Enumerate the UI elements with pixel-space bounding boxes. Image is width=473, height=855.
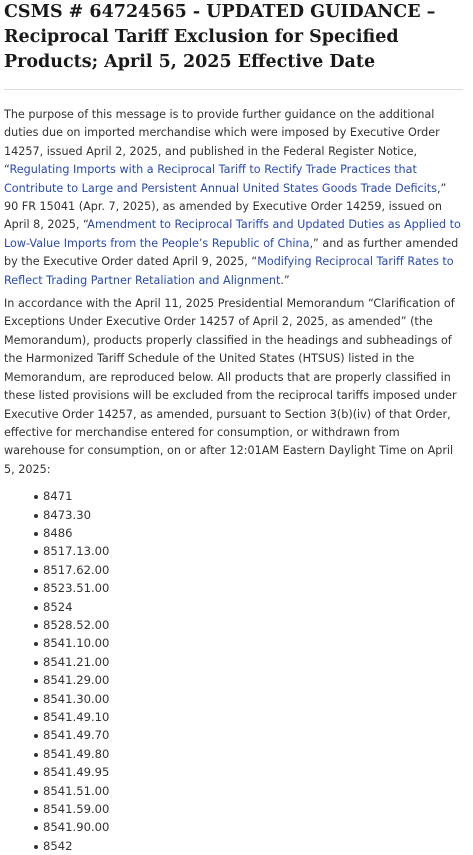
list-item: 8471 <box>34 487 463 505</box>
list-item: 8541.90.00 <box>34 818 463 836</box>
list-item: 8528.52.00 <box>34 616 463 634</box>
link-amendment-reciprocal-tariffs[interactable]: Amendment to Reciprocal Tariffs and Updated Duties as Applied to Low-Value Imports from the People’s Republic of China <box>4 218 461 250</box>
intro-text-3: ,” and as further amended by the Executive Order dated April 9, 2025, “ <box>4 236 459 269</box>
list-item: 8541.49.10 <box>34 708 463 726</box>
list-item: 8541.29.00 <box>34 671 463 689</box>
list-item: 8541.49.80 <box>34 745 463 763</box>
intro-text-4: .” <box>280 273 290 287</box>
list-item: 8541.30.00 <box>34 690 463 708</box>
list-item: 8542 <box>34 837 463 855</box>
link-regulating-imports[interactable]: Regulating Imports with a Reciprocal Tariff to Rectify Trade Practices that Contribute to Large and Persistent Annual United States Goods Trade Deficits <box>4 163 437 195</box>
list-item: 8541.51.00 <box>34 782 463 800</box>
list-item: 8486 <box>34 524 463 542</box>
htsus-code-list <box>4 487 463 855</box>
list-item: 8541.49.95 <box>34 763 463 781</box>
intro-paragraph <box>4 106 463 290</box>
link-modifying-reciprocal-tariff-rates[interactable]: Modifying Reciprocal Tariff Rates to Reflect Trading Partner Retaliation and Alignment <box>4 255 454 287</box>
list-item: 8473.30 <box>34 506 463 524</box>
list-item: 8541.59.00 <box>34 800 463 818</box>
list-item: 8541.21.00 <box>34 653 463 671</box>
list-item: 8541.10.00 <box>34 634 463 652</box>
page-title: CSMS # 64724565 - UPDATED GUIDANCE – Reciprocal Tariff Exclusion for Specified Products; April 5, 2025 Effective Date <box>4 2 436 72</box>
list-item: 8517.13.00 <box>34 542 463 560</box>
list-item: 8524 <box>34 598 463 616</box>
memorandum-paragraph: In accordance with the April 11, 2025 Presidential Memorandum “Clarification of Exceptions Under Executive Order 14257 of April 2, 2025, as amended” (the Memorandum), products properly classified in the headings and subheadings of the Harmonized Tariff Schedule of the United States (HTSUS) listed in the Memorandum, are reproduced below. All products that are properly classified in these listed provisions will be excluded from the reciprocal tariffs imposed under Executive Order 14257, as amended, pursuant to Section 3(b)(iv) of that Order, effective for merchandise entered for consumption, or withdrawn from warehouse for consumption, on or after 12:01AM Eastern Daylight Time on April 5, 2025: <box>4 297 457 476</box>
intro-text-2: ,” 90 FR 15041 (Apr. 7, 2025), as amended by Executive Order 14259, issued on April 8, 2025, “ <box>4 181 447 232</box>
list-item: 8541.49.70 <box>34 726 463 744</box>
list-item: 8523.51.00 <box>34 579 463 597</box>
title-divider <box>4 89 463 90</box>
intro-text-1: The purpose of this message is to provide further guidance on the additional duties due on imported merchandise which were imposed by Executive Order 14257, issued April 2, 2025, and published in the Federal Register Notice, “ <box>4 108 440 177</box>
list-item: 8517.62.00 <box>34 561 463 579</box>
